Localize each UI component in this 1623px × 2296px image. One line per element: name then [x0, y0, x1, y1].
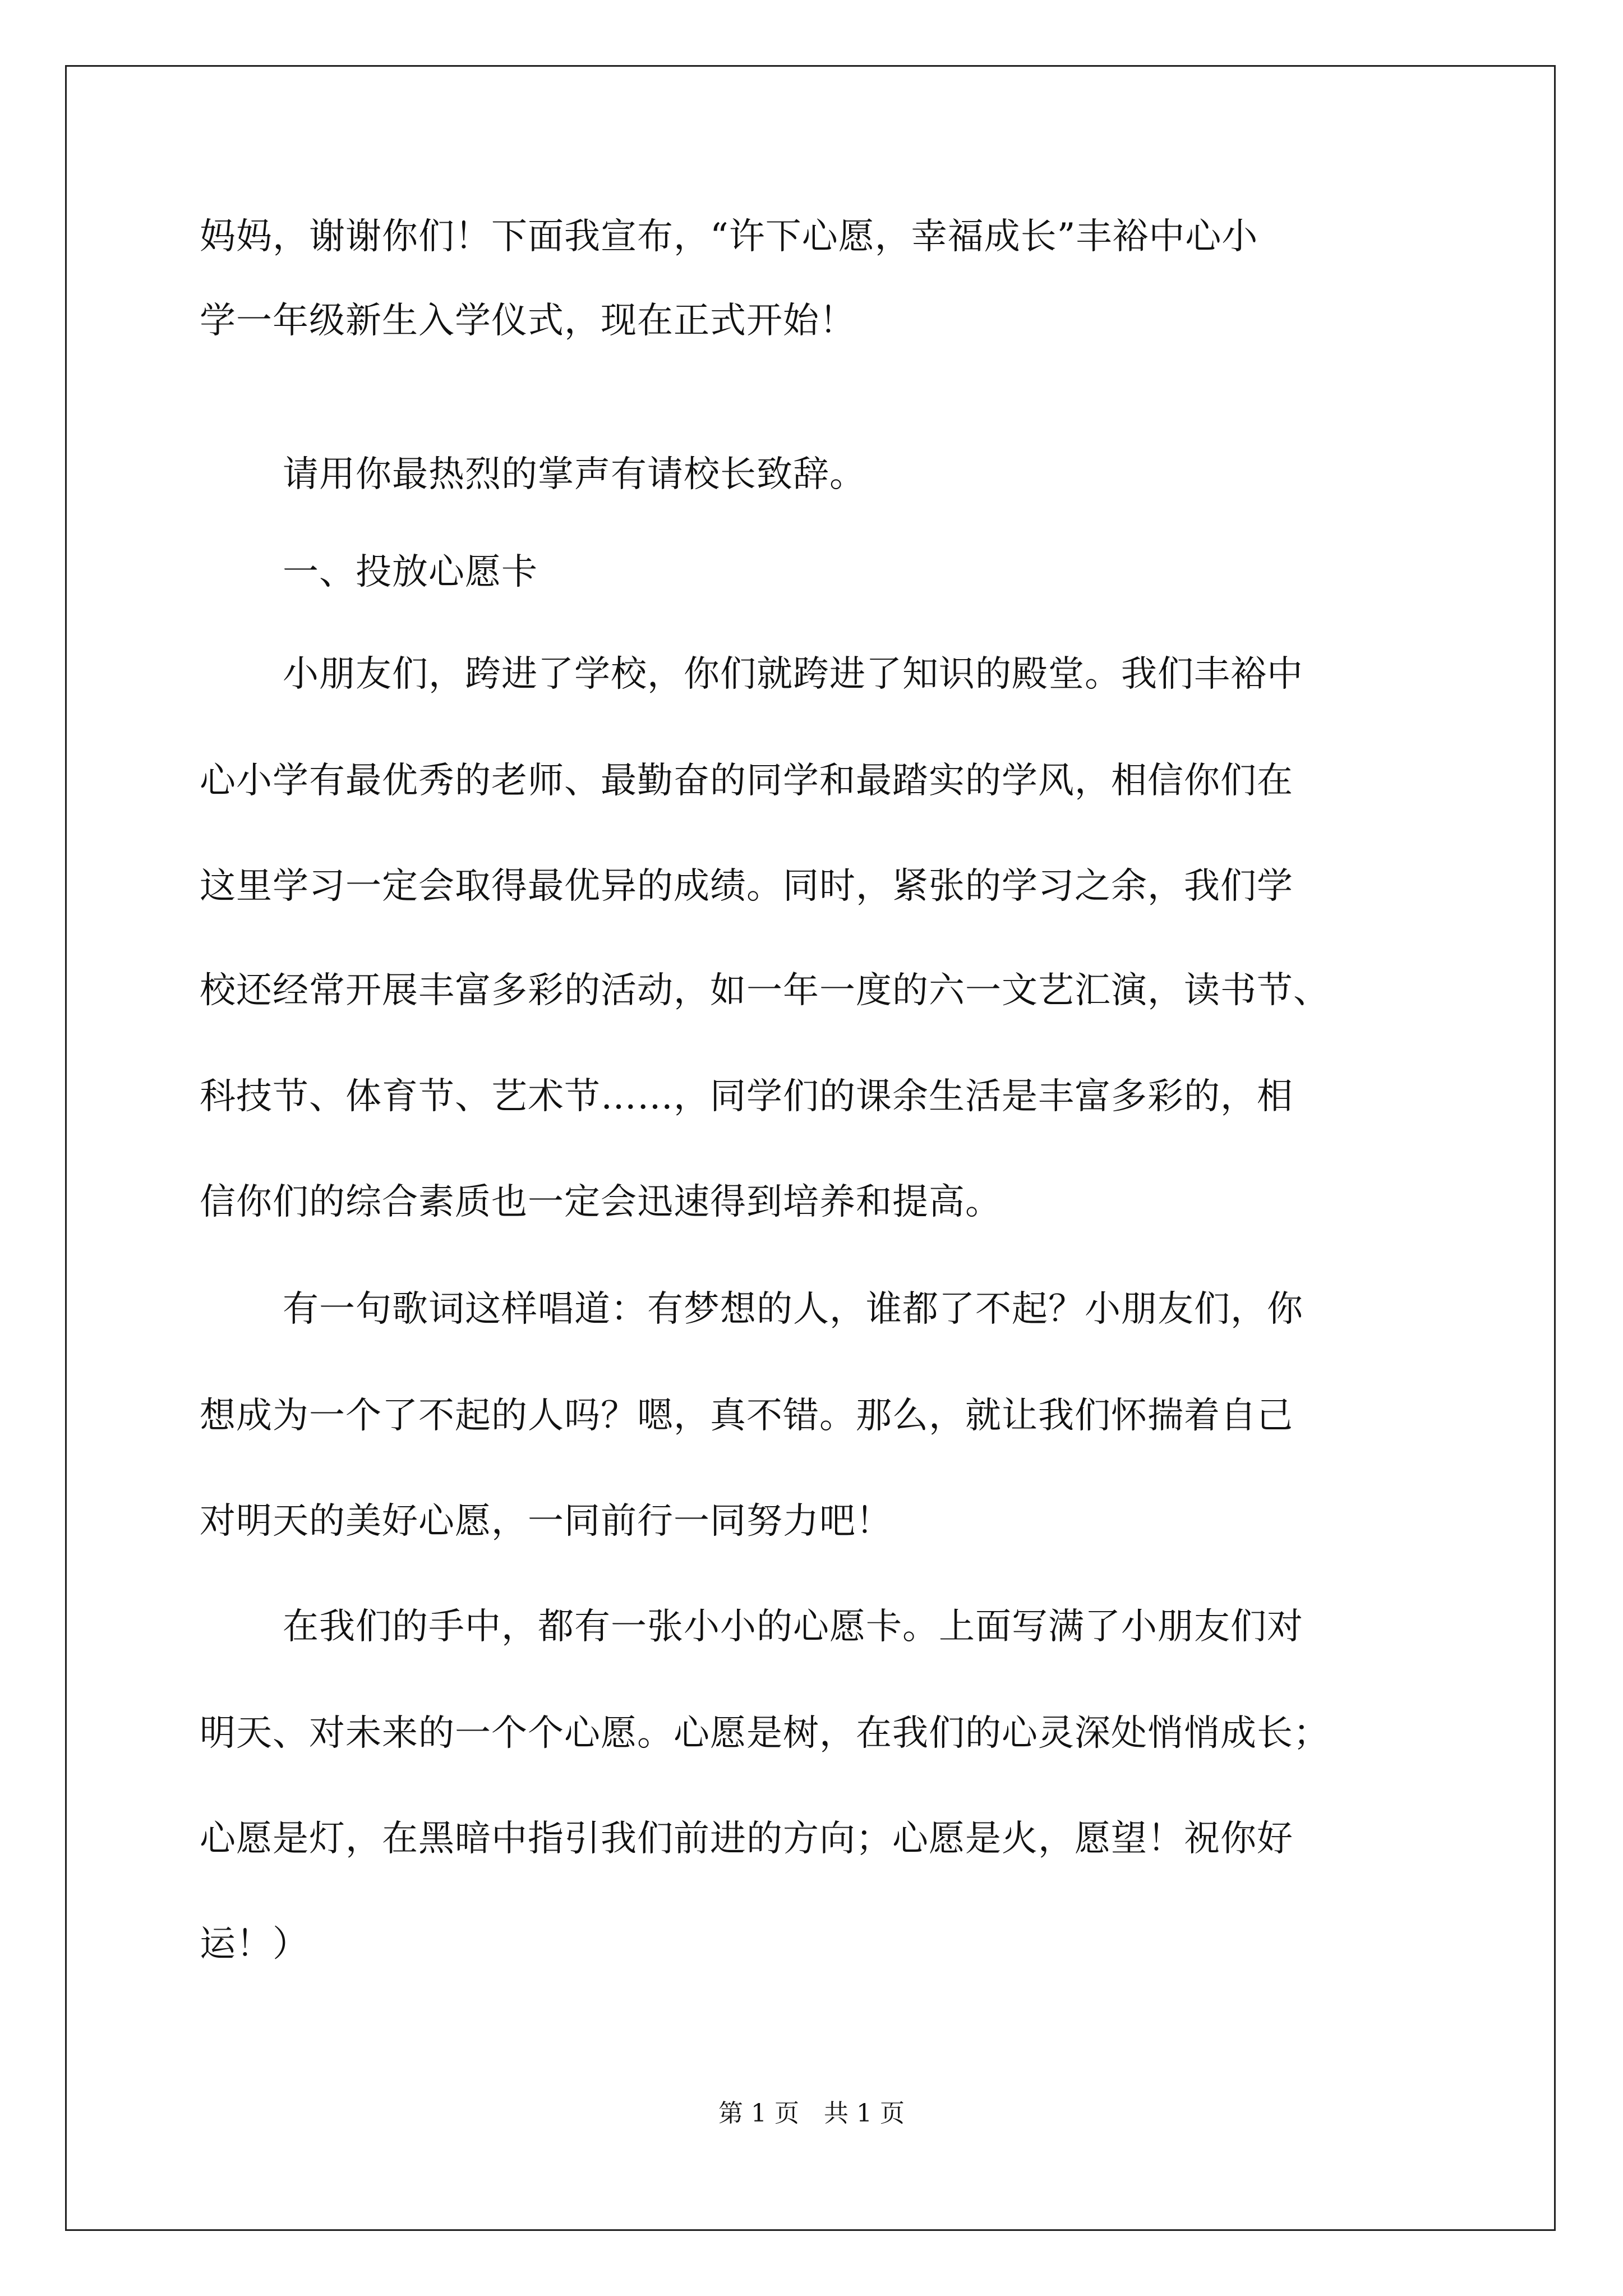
paragraph-line: 小朋友们，跨进了学校，你们就跨进了知识的殿堂。我们丰裕中: [283, 654, 1303, 695]
paragraph-line: 心小学有最优秀的老师、最勤奋的同学和最踏实的学风，相信你们在: [200, 760, 1293, 802]
page-border: [65, 65, 1556, 2231]
paragraph-line: 这里学习一定会取得最优异的成绩。同时，紧张的学习之余，我们学: [200, 866, 1293, 907]
paragraph-line: 对明天的美好心愿，一同前行一同努力吧！: [200, 1501, 892, 1542]
paragraph-line: 学一年级新生入学仪式，现在正式开始！: [200, 300, 856, 342]
paragraph-line: 心愿是灯，在黑暗中指引我们前进的方向；心愿是火，愿望！祝你好: [200, 1818, 1293, 1860]
paragraph-line: 妈妈，谢谢你们！下面我宣布，“许下心愿，幸福成长”丰裕中心小: [200, 216, 1258, 257]
paragraph-line: 运！）: [200, 1924, 309, 1965]
paragraph-line: 想成为一个了不起的人吗？嗯，真不错。那么，就让我们怀揣着自己: [200, 1395, 1293, 1437]
paragraph-line: 在我们的手中，都有一张小小的心愿卡。上面写满了小朋友们对: [283, 1606, 1303, 1648]
paragraph-line: 明天、对未来的一个个心愿。心愿是树，在我们的心灵深处悄悄成长；: [200, 1713, 1330, 1754]
paragraph-line: 有一句歌词这样唱道：有梦想的人，谁都了不起？小朋友们，你: [283, 1289, 1303, 1330]
section-heading: 一、投放心愿卡: [283, 551, 538, 593]
paragraph-line: 请用你最热烈的掌声有请校长致辞。: [283, 454, 866, 495]
paragraph-line: 信你们的综合素质也一定会迅速得到培养和提高。: [200, 1181, 1002, 1223]
paragraph-line: 科技节、体育节、艺术节……，同学们的课余生活是丰富多彩的，相: [200, 1076, 1293, 1117]
paragraph-line: 校还经常开展丰富多彩的活动，如一年一度的六一文艺汇演，读书节、: [200, 970, 1330, 1011]
page-number-footer: 第 1 页 共 1 页: [718, 2099, 905, 2128]
